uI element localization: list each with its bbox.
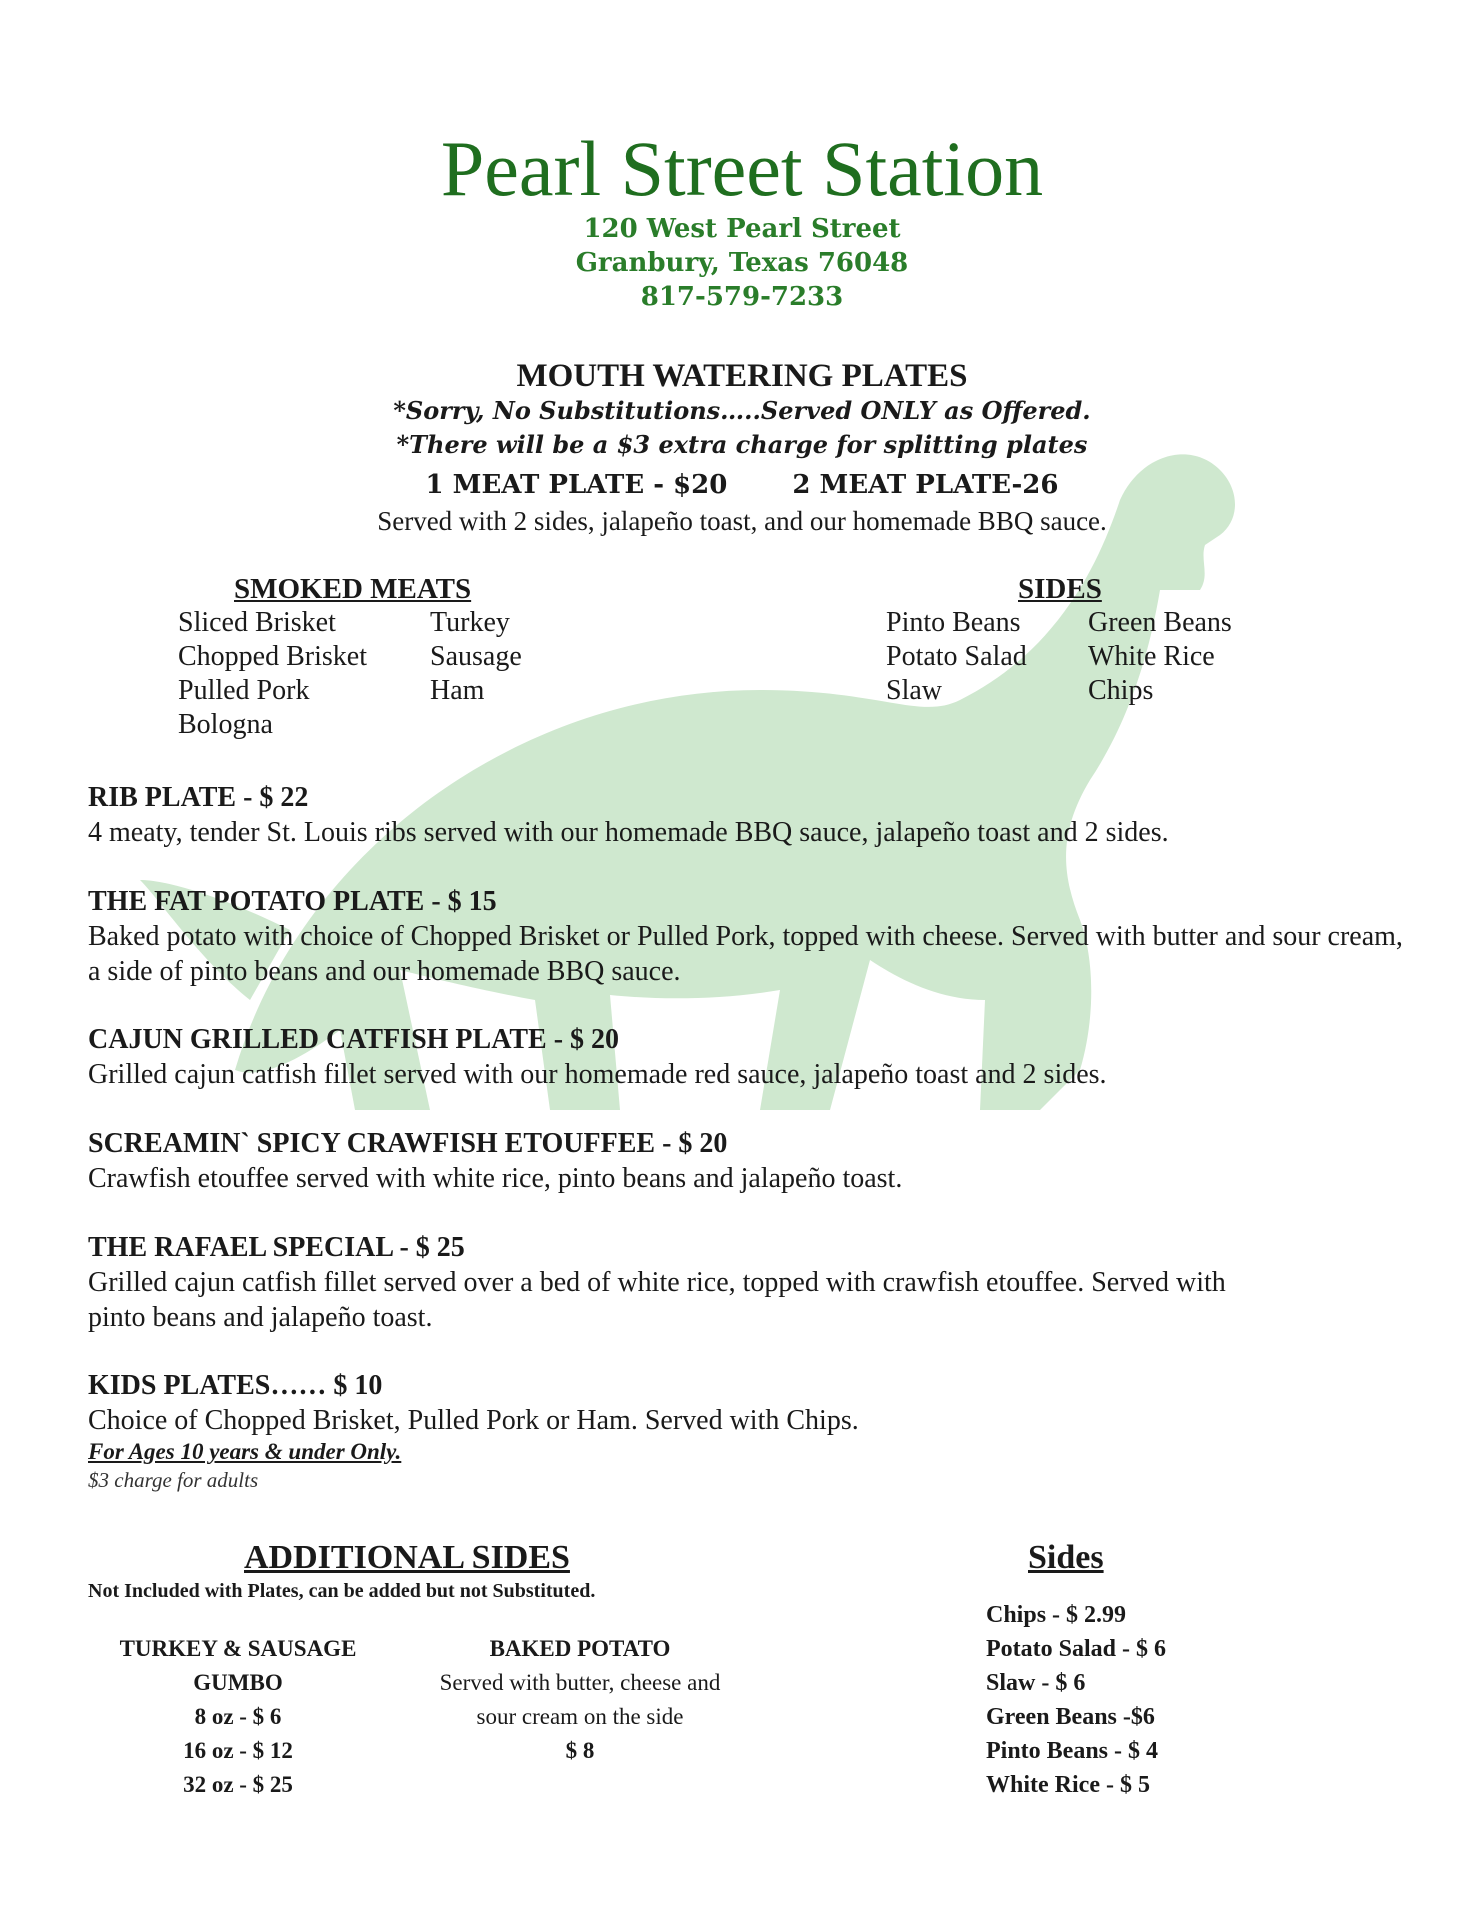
baked-potato-block	[400, 1632, 760, 1768]
list-item: Sliced Brisket	[178, 607, 336, 638]
gumbo-price: 32 oz - $ 25	[183, 1772, 293, 1797]
special-description: Grilled cajun catfish fillet served over a bed of white rice, topped with crawfish etouffee. Served with pinto beans and jalapeño toast.	[88, 1267, 1226, 1333]
special-title: THE RAFAEL SPECIAL - $ 25	[88, 1232, 465, 1263]
smoked-meats-heading: SMOKED MEATS	[234, 573, 472, 605]
kids-title: KIDS PLATES…… $ 10	[88, 1370, 383, 1401]
splitting-note: *There will be a $3 extra charge for splitting plates	[396, 430, 1088, 459]
smoked-meats-column-1	[178, 606, 367, 742]
special-title: RIB PLATE - $ 22	[88, 782, 309, 813]
kids-plates	[88, 1368, 1418, 1494]
baked-potato-title: BAKED POTATO	[489, 1636, 671, 1661]
list-item: Chips - $ 2.99	[986, 1602, 1127, 1628]
list-item: Pinto Beans - $ 4	[986, 1738, 1159, 1764]
catfish-plate	[88, 1022, 1418, 1092]
list-item: Slaw - $ 6	[986, 1670, 1086, 1696]
list-item: White Rice - $ 5	[986, 1772, 1150, 1798]
baked-potato-desc-line-2: sour cream on the side	[476, 1704, 684, 1729]
meat-plate-prices	[0, 468, 1484, 502]
plates-heading: MOUTH WATERING PLATES	[516, 358, 968, 394]
phone-number: 817-579-7233	[640, 282, 844, 312]
list-item: Bologna	[178, 709, 273, 740]
rafael-special	[88, 1230, 1268, 1335]
list-item: Sausage	[430, 641, 522, 672]
list-item: Green Beans	[1088, 607, 1232, 638]
special-description: Crawfish etouffee served with white rice, pinto beans and jalapeño toast.	[88, 1163, 903, 1194]
baked-potato-desc-line-1: Served with butter, cheese and	[439, 1670, 721, 1695]
special-title: THE FAT POTATO PLATE - $ 15	[88, 886, 497, 917]
special-title: CAJUN GRILLED CATFISH PLATE - $ 20	[88, 1024, 620, 1055]
address-line-2: Granbury, Texas 76048	[575, 248, 909, 278]
baked-potato-price: $ 8	[565, 1738, 595, 1763]
rib-plate	[88, 780, 1418, 850]
kids-adult-charge: $3 charge for adults	[88, 1468, 259, 1492]
sides-column-1	[886, 606, 1027, 708]
substitution-note: *Sorry, No Substitutions…..Served ONLY as Offered.	[393, 396, 1091, 425]
restaurant-name: Pearl Street Station	[440, 125, 1044, 212]
smoked-meats-column-2	[430, 606, 522, 708]
list-item: Potato Salad	[886, 641, 1027, 672]
gumbo-title-line-2: GUMBO	[193, 1670, 283, 1695]
one-meat-plate: 1 MEAT PLATE - $20	[425, 470, 728, 500]
gumbo-title-line-1: TURKEY & SAUSAGE	[119, 1636, 357, 1661]
kids-age-note: For Ages 10 years & under Only.	[88, 1439, 402, 1464]
kids-description: Choice of Chopped Brisket, Pulled Pork or Ham. Served with Chips.	[88, 1405, 859, 1436]
list-item: Green Beans -$6	[986, 1704, 1155, 1730]
special-description: 4 meaty, tender St. Louis ribs served with our homemade BBQ sauce, jalapeño toast and 2 sides.	[88, 817, 1169, 848]
list-item: Pulled Pork	[178, 675, 310, 706]
additional-sides-heading: ADDITIONAL SIDES	[244, 1539, 570, 1576]
list-item: Potato Salad - $ 6	[986, 1636, 1166, 1662]
plates-served-with: Served with 2 sides, jalapeño toast, and our homemade BBQ sauce.	[377, 506, 1107, 536]
special-description: Baked potato with choice of Chopped Brisket or Pulled Pork, topped with cheese. Served with butter and sour cream, a side of pinto beans and our homemade BBQ sauce.	[88, 921, 1403, 987]
gumbo-block	[78, 1632, 398, 1802]
crawfish-etouffee	[88, 1126, 1418, 1196]
address-line-1: 120 West Pearl Street	[583, 214, 901, 244]
sides-column-2	[1088, 606, 1232, 708]
special-description: Grilled cajun catfish fillet served with our homemade red sauce, jalapeño toast and 2 sides.	[88, 1059, 1107, 1090]
list-item: Chips	[1088, 675, 1154, 706]
list-item: White Rice	[1088, 641, 1215, 672]
sides-heading: SIDES	[1018, 573, 1102, 605]
side-prices-heading: Sides	[1028, 1539, 1104, 1576]
list-item: Slaw	[886, 675, 942, 706]
gumbo-price: 8 oz - $ 6	[194, 1704, 282, 1729]
list-item: Chopped Brisket	[178, 641, 367, 672]
fat-potato-plate	[88, 884, 1418, 989]
list-item: Pinto Beans	[886, 607, 1021, 638]
side-prices-list	[986, 1598, 1166, 1802]
list-item: Turkey	[430, 607, 510, 638]
additional-sides-note: Not Included with Plates, can be added but not Substituted.	[88, 1580, 596, 1602]
list-item: Ham	[430, 675, 485, 706]
special-title: SCREAMIN` SPICY CRAWFISH ETOUFFEE - $ 20	[88, 1128, 728, 1159]
gumbo-price: 16 oz - $ 12	[183, 1738, 293, 1763]
two-meat-plate: 2 MEAT PLATE-26	[792, 470, 1059, 500]
